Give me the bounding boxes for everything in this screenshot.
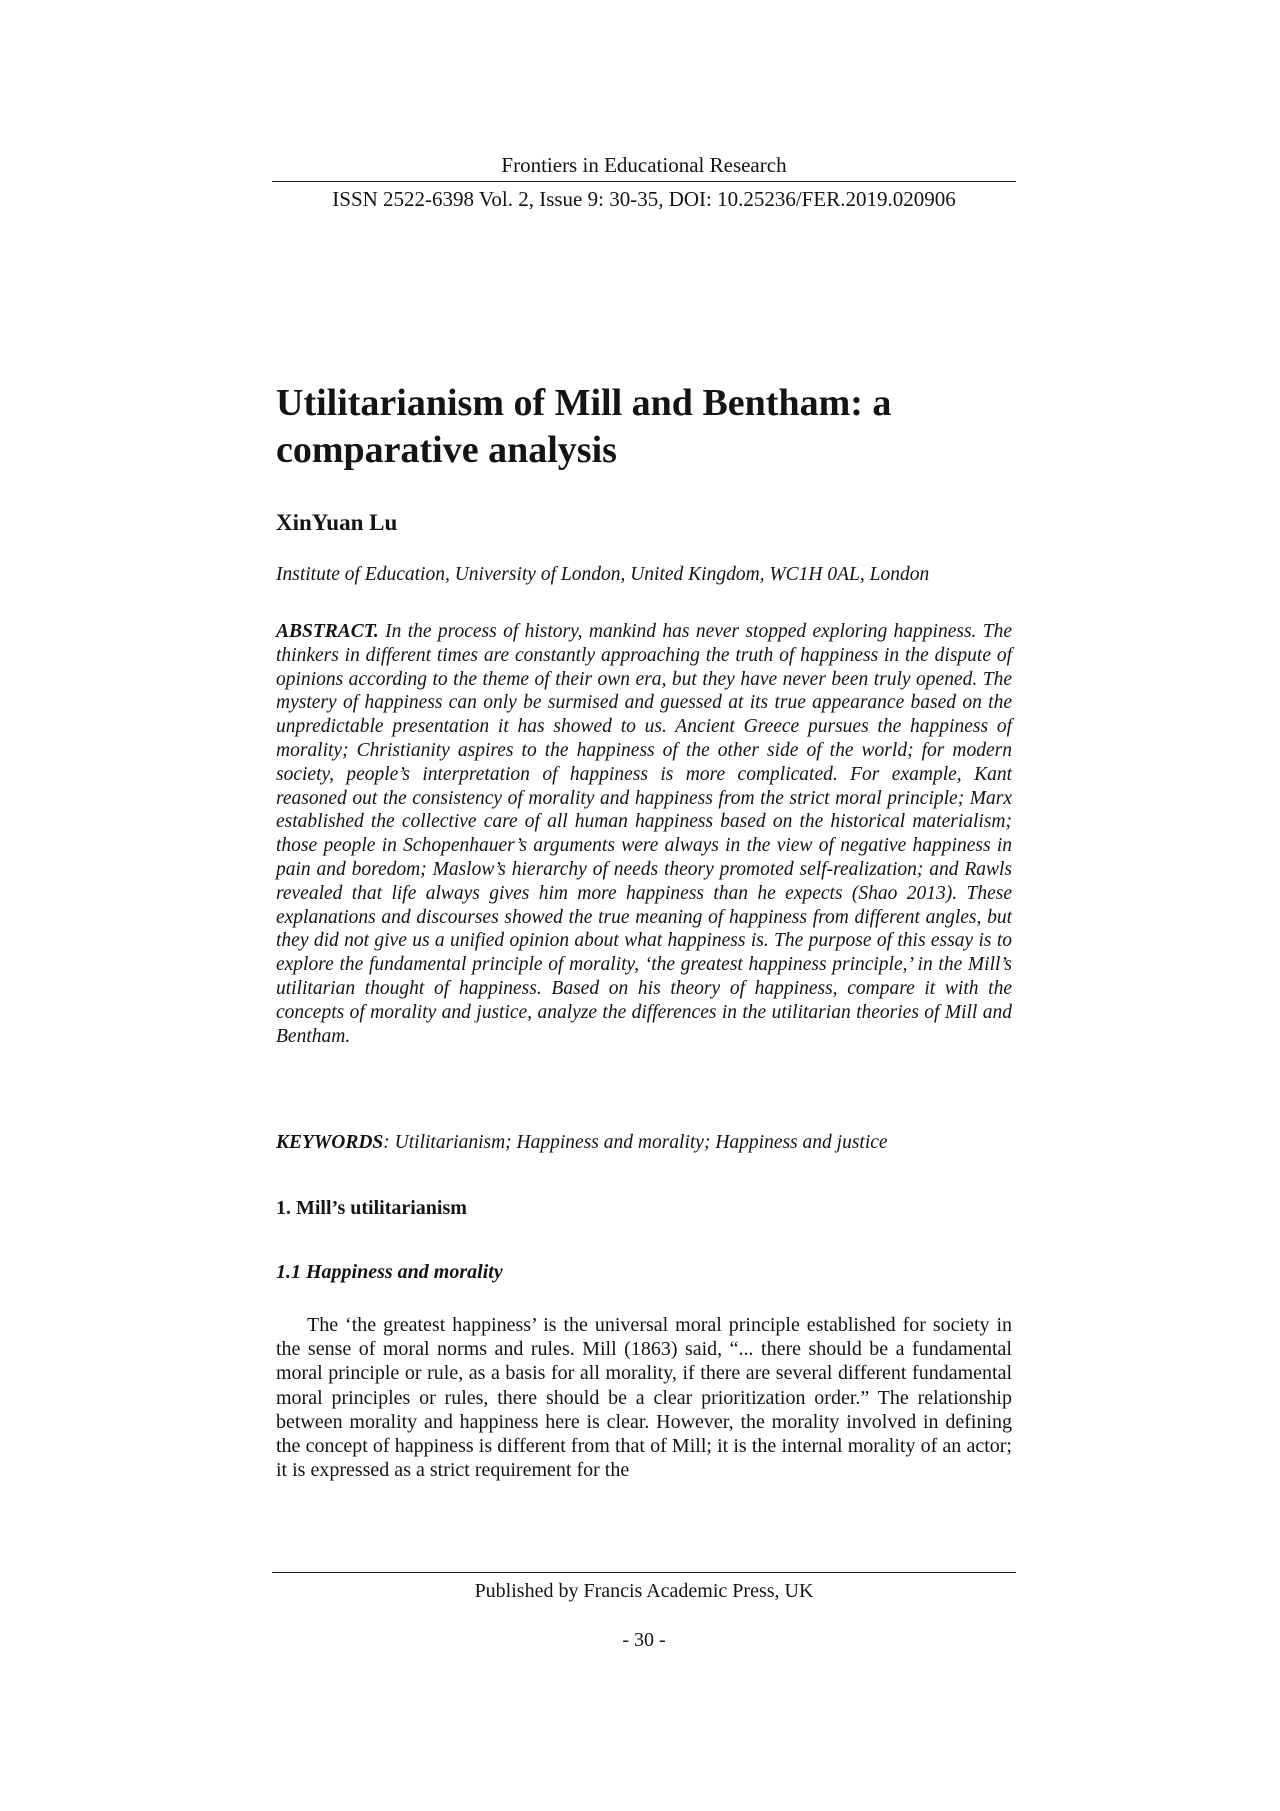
section-heading: 1. Mill’s utilitarianism: [276, 1197, 467, 1219]
abstract: [276, 620, 1012, 1048]
issn-line: ISSN 2522-6398 Vol. 2, Issue 9: 30-35, DOI: 10.25236/FER.2019.020906: [332, 187, 956, 211]
body-paragraph: The ‘the greatest happiness’ is the universal moral principle established for society in the sense of moral norms and rules. Mill (1863) said, “... there should be a fundamental moral principle or rule, as a basis for all morality, if there are several different fundamental moral principles or rules, there should be a clear prioritization order.” The relationship between morality and happiness here is clear. However, the morality involved in defining the concept of happiness is different from that of Mill; it is the internal morality of an actor; it is expressed as a strict requirement for the: [276, 1314, 1012, 1482]
author-affiliation: Institute of Education, University of London, United Kingdom, WC1H 0AL, London: [276, 564, 930, 585]
journal-name: Frontiers in Educational Research: [272, 152, 1016, 182]
publisher-footer: Published by Francis Academic Press, UK: [474, 1580, 814, 1602]
running-header: [272, 152, 1016, 212]
keywords-label: KEYWORDS: [276, 1132, 384, 1153]
keywords-text: : Utilitarianism; Happiness and morality; Happiness and justice: [383, 1132, 888, 1153]
subsection-heading: 1.1 Happiness and morality: [276, 1261, 503, 1283]
footer-divider: [272, 1572, 1016, 1573]
keywords: [276, 1130, 1012, 1156]
abstract-text: In the process of history, mankind has never stopped exploring happiness. The thinkers in different times are constantly approaching the truth of happiness in the dispute of opinions according to the theme of their own era, but they have never been truly opened. The mystery of happiness can only be surmised and guessed at its true appearance based on the unpredictable presentation it has showed to us. Ancient Greece pursues the happiness of morality; Christianity aspires to the happiness of the other side of the world; for modern society, people’s interpretation of happiness is more complicated. For example, Kant reasoned out the consistency of morality and happiness from the strict moral principle; Marx established the collective care of all human happiness based on the historical materialism; those people in Schopenhauer’s arguments were always in the view of negative happiness in pain and boredom; Maslow’s hierarchy of needs theory promoted self-realization; and Rawls revealed that life always gives him more happiness than he expects (Shao 2013). These explanations and discourses showed the true meaning of happiness from different angles, but they did not give us a unified opinion about what happiness is. The purpose of this essay is to explore the fundamental principle of morality, ‘the greatest happiness principle,’ in the Mill’s utilitarian thought of happiness. Based on his theory of happiness, compare it with the concepts of morality and justice, analyze the differences in the utilitarian theories of Mill and Bentham.: [276, 621, 1012, 1047]
abstract-label: ABSTRACT.: [276, 621, 379, 642]
author-name: XinYuan Lu: [276, 510, 398, 535]
paper-title: Utilitarianism of Mill and Bentham: a comparative analysis: [276, 382, 892, 471]
page-number: - 30 -: [622, 1629, 666, 1651]
